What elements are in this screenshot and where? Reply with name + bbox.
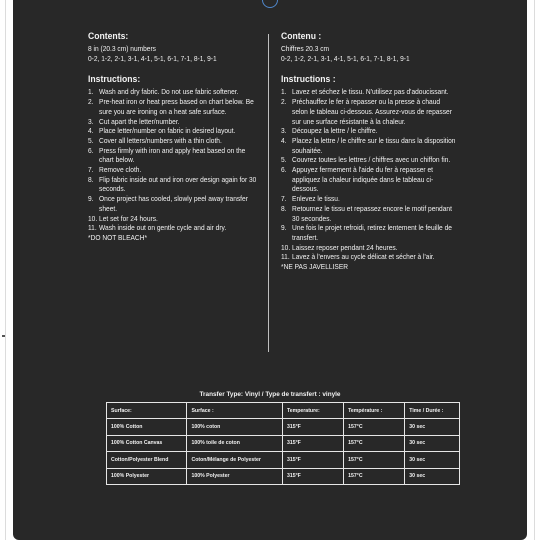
cell-surface-en: 100% Cotton: [107, 419, 187, 435]
step-number: 6.: [88, 145, 94, 155]
instruction-step: [281, 243, 456, 253]
contents-heading: Contents:: [88, 30, 129, 41]
instruction-step: [281, 155, 456, 165]
step-number: 8.: [281, 203, 287, 213]
cell-temperature-c: 157°C: [344, 419, 405, 435]
table-row: [107, 452, 460, 468]
cell-surface-fr: Coton/Mélange de Polyester: [187, 452, 282, 468]
instruction-step: [281, 87, 456, 97]
column-divider: [268, 34, 269, 352]
cell-surface-en: Cotton/Polyester Blend: [107, 452, 187, 468]
contenu-line: 0-2, 1-2, 2-1, 3-1, 4-1, 5-1, 6-1, 7-1, 8-1, 9-1: [281, 53, 410, 63]
instruction-step: [88, 223, 261, 233]
instruction-card: [13, 0, 527, 540]
cell-temperature-c: 157°C: [344, 452, 405, 468]
step-number: 5.: [281, 155, 287, 165]
cell-surface-fr: 100% toile de coton: [187, 435, 282, 451]
instruction-step: [281, 204, 456, 223]
bleach-note: *DO NOT BLEACH*: [88, 232, 148, 242]
cell-temperature-f: 315°F: [282, 419, 343, 435]
step-text: Laissez reposer pendant 24 heures.: [292, 242, 398, 252]
cell-temperature-f: 315°F: [282, 468, 343, 484]
instruction-step: [281, 136, 456, 155]
step-number: 2.: [88, 97, 94, 107]
step-number: 10.: [281, 242, 291, 252]
page-edge-left: [5, 0, 6, 540]
step-number: 9.: [88, 194, 94, 204]
instruction-step: [281, 165, 456, 194]
step-text: Wash inside out on gentle cycle and air dry.: [99, 223, 227, 233]
step-text: Enlevez le tissu.: [292, 194, 340, 204]
step-text: Wash and dry fabric. Do not use fabric softener.: [99, 87, 239, 97]
contenu-line: Chiffres 20.3 cm: [281, 44, 330, 53]
step-number: 6.: [281, 165, 287, 175]
cell-time: 30 sec: [405, 435, 460, 451]
header-temperature-en: Temperature:: [282, 403, 343, 419]
step-number: 8.: [88, 174, 94, 184]
step-text: Retournez le tissu et repassez encore le motif pendant 30 secondes.: [292, 203, 452, 223]
step-number: 1.: [88, 87, 94, 97]
step-text: Cut apart the letter/number.: [99, 116, 180, 126]
javelliser-note: *NE PAS JAVELLISER: [281, 262, 349, 272]
step-text: Remove cloth.: [99, 165, 142, 175]
step-text: Une fois le projet refroidi, retirez lentement le feuille de transfert.: [292, 223, 452, 242]
instruction-step: [88, 214, 261, 224]
table-header-row: [107, 403, 460, 419]
header-time: Time / Durée :: [405, 403, 460, 419]
instructions-heading: Instructions:: [88, 73, 141, 85]
step-number: 4.: [88, 126, 94, 136]
step-text: Découpez la lettre / le chiffre.: [292, 126, 378, 136]
instruction-step: [281, 194, 456, 204]
step-number: 7.: [281, 194, 287, 204]
instruction-step: [281, 223, 456, 242]
cell-time: 30 sec: [405, 468, 460, 484]
step-text: Préchauffez le fer à repasser ou la presse à chaud selon le tableau ci-dessous. Assurez-vous de repasser sur une surface résistante à la chaleur.: [292, 97, 452, 126]
instruction-step: [88, 136, 261, 146]
step-text: Placez la lettre / le chiffre sur le tissu dans la disposition souhaitée.: [292, 135, 456, 155]
transfer-table: [106, 402, 460, 485]
instruction-step: [88, 146, 261, 165]
step-text: Once project has cooled, slowly peel away transfer sheet.: [99, 194, 248, 213]
step-number: 9.: [281, 223, 287, 233]
step-number: 11.: [281, 252, 290, 262]
instruction-step: [281, 97, 456, 126]
step-text: Couvrez toutes les lettres / chiffres avec un chiffon fin.: [292, 155, 451, 165]
cell-temperature-f: 315°F: [282, 435, 343, 451]
cell-surface-fr: 100% Polyester: [187, 468, 282, 484]
table-body: [107, 419, 460, 485]
cell-surface-en: 100% Polyester: [107, 468, 187, 484]
instructions-list: [88, 87, 261, 233]
step-number: 2.: [281, 97, 287, 107]
instruction-step: [88, 175, 261, 194]
contenu-text: [281, 44, 456, 63]
cell-surface-en: 100% Cotton Canvas: [107, 435, 187, 451]
step-text: Flip fabric inside out and iron over design again for 30 seconds.: [99, 174, 257, 194]
instructions-fr-list: [281, 87, 456, 262]
header-temperature-fr: Température :: [344, 403, 405, 419]
step-text: Let set for 24 hours.: [99, 213, 158, 223]
step-text: Appuyez fermement à l'aide du fer à repasser et appliquez la chaleur indiquée dans le tableau ci-dessous.: [292, 165, 434, 194]
step-text: Pre-heat iron or heat press based on chart below. Be sure you are ironing on a heat safe surface.: [99, 97, 254, 116]
instruction-step: [88, 87, 261, 97]
edge-mark: [2, 335, 5, 337]
table-row: [107, 468, 460, 484]
step-number: 1.: [281, 87, 287, 97]
step-text: Place letter/number on fabric in desired layout.: [99, 126, 236, 136]
cell-temperature-c: 157°C: [344, 468, 405, 484]
instruction-step: [88, 165, 261, 175]
header-surface-en: Surface:: [107, 403, 187, 419]
instruction-step: [281, 252, 456, 262]
instruction-step: [88, 117, 261, 127]
instruction-step: [88, 97, 261, 116]
instruction-step: [88, 194, 261, 213]
cell-surface-fr: 100% coton: [187, 419, 282, 435]
step-text: Lavez et séchez le tissu. N'utilisez pas d'adoucissant.: [292, 87, 449, 97]
transfer-table-title: Transfer Type: Vinyl / Type de transfert : vinyle: [199, 391, 341, 398]
table-row: [107, 419, 460, 435]
cell-time: 30 sec: [405, 419, 460, 435]
english-column: [88, 30, 261, 243]
french-column: [281, 30, 456, 272]
step-number: 3.: [281, 126, 287, 136]
instructions-fr-heading: Instructions :: [281, 73, 336, 85]
contenu-heading: Contenu :: [281, 30, 322, 41]
step-number: 5.: [88, 135, 94, 145]
header-surface-fr: Surface :: [187, 403, 282, 419]
cell-time: 30 sec: [405, 452, 460, 468]
table-row: [107, 435, 460, 451]
contents-line: 0-2, 1-2, 2-1, 3-1, 4-1, 5-1, 6-1, 7-1, 8-1, 9-1: [88, 53, 217, 63]
contents-line: 8 in (20.3 cm) numbers: [88, 44, 156, 53]
step-text: Cover all letters/numbers with a thin cloth.: [99, 135, 222, 145]
step-number: 7.: [88, 165, 94, 175]
page-edge-right: [534, 0, 535, 540]
instruction-step: [281, 126, 456, 136]
step-number: 11.: [88, 223, 97, 233]
step-number: 10.: [88, 213, 98, 223]
step-text: Press firmly with iron and apply heat based on the chart below.: [99, 145, 246, 165]
cell-temperature-f: 315°F: [282, 452, 343, 468]
step-number: 3.: [88, 116, 94, 126]
step-text: Lavez à l'envers au cycle délicat et sécher à l'air.: [292, 252, 435, 262]
instruction-step: [88, 126, 261, 136]
cell-temperature-c: 157°C: [344, 435, 405, 451]
contents-text: [88, 44, 261, 63]
hang-hole: [262, 0, 278, 8]
step-number: 4.: [281, 135, 287, 145]
